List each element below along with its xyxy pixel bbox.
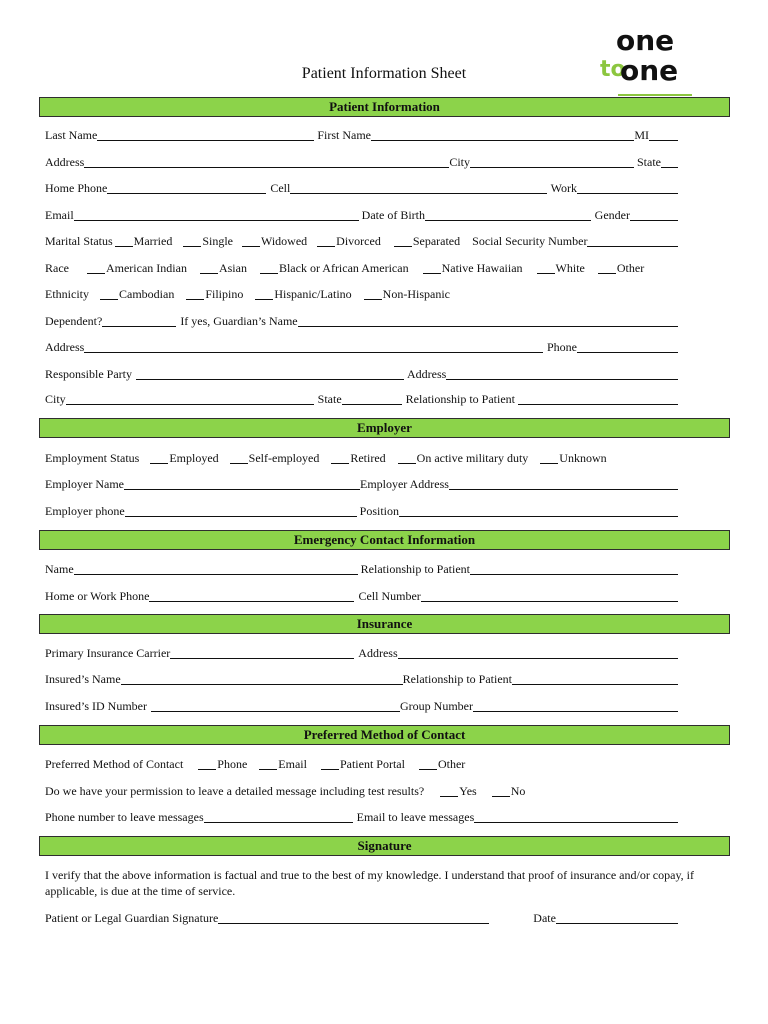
permission-option-yes[interactable] <box>440 782 476 799</box>
contact-option-phone[interactable] <box>198 755 247 772</box>
email-label: Email <box>45 208 74 222</box>
marital-separated-check[interactable] <box>394 232 412 247</box>
race-option-label: Native Hawaiian <box>441 261 523 275</box>
contact-option-label: Email <box>278 757 307 771</box>
guardian-address-field[interactable] <box>84 338 543 353</box>
marital-status-label: Marital Status <box>45 234 113 248</box>
row-emergency-phone <box>45 586 678 604</box>
guardian-phone-field[interactable] <box>577 338 678 353</box>
insurance-address-label: Address <box>358 646 398 660</box>
email-message-label: Email to leave messages <box>356 810 475 824</box>
dependent-label: Dependent? <box>45 314 103 328</box>
employer-phone-field[interactable] <box>125 502 357 517</box>
employment-unknown-check[interactable] <box>540 449 558 464</box>
emergency-cell-label: Cell Number <box>358 589 421 603</box>
race-other-check[interactable] <box>598 259 616 274</box>
emergency-name-field[interactable] <box>74 560 358 575</box>
employment-option-label: Self-employed <box>248 451 320 465</box>
city2-field[interactable] <box>66 390 314 405</box>
employment-option-label: On active military duty <box>416 451 529 465</box>
insured-relationship-label: Relationship to Patient <box>402 672 512 686</box>
emergency-relationship-field[interactable] <box>470 560 678 575</box>
ethnicity-option-label: Hispanic/Latino <box>274 287 352 301</box>
signature-field[interactable] <box>218 909 489 924</box>
race-asian-check[interactable] <box>200 259 218 274</box>
marital-option-single[interactable] <box>183 232 233 249</box>
permission-label: Do we have your permission to leave a detailed message including test results? <box>45 784 425 798</box>
dob-field[interactable] <box>425 206 591 221</box>
relationship-field[interactable] <box>518 390 678 405</box>
employer-address-field[interactable] <box>449 475 678 490</box>
responsible-party-field[interactable] <box>136 365 404 380</box>
contact-portal-check[interactable] <box>321 755 339 770</box>
contact-email-check[interactable] <box>259 755 277 770</box>
address-field[interactable] <box>84 153 449 168</box>
email-field[interactable] <box>74 206 359 221</box>
employer-address-label: Employer Address <box>359 477 449 491</box>
employer-name-field[interactable] <box>124 475 360 490</box>
state-field[interactable] <box>661 153 678 168</box>
race-option-other[interactable] <box>598 259 644 276</box>
dob-label: Date of Birth <box>361 208 425 222</box>
row-contact-method <box>45 754 678 772</box>
row-insured-name <box>45 669 678 687</box>
permission-option-no[interactable] <box>492 782 526 799</box>
employment-option-label: Retired <box>350 451 386 465</box>
row-emergency-name <box>45 559 678 577</box>
marital-option-widowed[interactable] <box>242 232 307 249</box>
employer-name-label: Employer Name <box>45 477 124 491</box>
contact-option-label: Other <box>437 757 466 771</box>
race-option-white[interactable] <box>537 259 585 276</box>
employment-option-label: Unknown <box>559 451 607 465</box>
insured-name-field[interactable] <box>121 670 403 685</box>
ethnicity-label: Ethnicity <box>45 287 89 301</box>
ethnicity-option-label: Filipino <box>205 287 244 301</box>
work-field[interactable] <box>577 179 678 194</box>
section-employer: Employer <box>39 418 730 438</box>
employment-option-unknown[interactable] <box>540 449 606 466</box>
logo-to: to <box>600 57 626 82</box>
rp-address-field[interactable] <box>446 365 678 380</box>
row-marital <box>45 231 678 249</box>
insurance-carrier-label: Primary Insurance Carrier <box>45 646 171 660</box>
contact-option-email[interactable] <box>259 755 307 772</box>
marital-widowed-check[interactable] <box>242 232 260 247</box>
race-option-american-indian[interactable] <box>87 259 187 276</box>
ssn-label: Social Security Number <box>472 234 588 248</box>
insurance-carrier-field[interactable] <box>170 644 354 659</box>
ethnicity-option-hispanic[interactable] <box>255 285 351 302</box>
guardian-name-field[interactable] <box>298 312 678 327</box>
guardian-phone-label: Phone <box>547 340 577 354</box>
race-option-native-hawaiian[interactable] <box>423 259 523 276</box>
logo-one-top: one <box>616 24 675 57</box>
ethnicity-option-filipino[interactable] <box>186 285 243 302</box>
relationship-label: Relationship to Patient <box>405 392 515 406</box>
state2-field[interactable] <box>342 390 402 405</box>
one-to-one-logo <box>598 24 698 100</box>
city2-label: City <box>45 392 66 406</box>
employment-retired-check[interactable] <box>331 449 349 464</box>
group-number-field[interactable] <box>473 697 678 712</box>
section-emergency-contact: Emergency Contact Information <box>39 530 730 550</box>
race-label: Race <box>45 261 69 275</box>
work-label: Work <box>550 181 577 195</box>
permission-yes-check[interactable] <box>440 782 458 797</box>
marital-option-married[interactable] <box>115 232 173 249</box>
mi-field[interactable] <box>649 126 678 141</box>
state2-label: State <box>317 392 342 406</box>
employment-option-self-employed[interactable] <box>230 449 320 466</box>
guardian-address-label: Address <box>45 340 85 354</box>
date-label: Date <box>533 911 556 925</box>
employment-option-label: Employed <box>169 451 219 465</box>
city-field[interactable] <box>470 153 634 168</box>
row-insured-id <box>45 696 678 714</box>
row-responsible-party <box>45 364 678 382</box>
logo-one-bottom: one <box>620 54 679 87</box>
address-label: Address <box>45 155 85 169</box>
ssn-field[interactable] <box>587 232 678 247</box>
contact-option-portal[interactable] <box>321 755 405 772</box>
phone-message-field[interactable] <box>204 808 353 823</box>
race-option-label: Other <box>616 261 645 275</box>
marital-option-divorced[interactable] <box>317 232 381 249</box>
employment-option-military[interactable] <box>398 449 529 466</box>
contact-option-label: Phone <box>217 757 248 771</box>
employment-employed-check[interactable] <box>150 449 168 464</box>
position-label: Position <box>359 504 400 518</box>
ethnicity-option-non-hispanic[interactable] <box>364 285 450 302</box>
first-name-label: First Name <box>317 128 371 142</box>
marital-divorced-check[interactable] <box>317 232 335 247</box>
gender-label: Gender <box>594 208 630 222</box>
race-option-label: Asian <box>218 261 247 275</box>
contact-option-other[interactable] <box>419 755 465 772</box>
insured-id-field[interactable] <box>151 697 400 712</box>
row-address <box>45 152 678 170</box>
marital-option-label: Married <box>133 234 173 248</box>
row-race <box>45 258 678 276</box>
emergency-phone-label: Home or Work Phone <box>45 589 150 603</box>
race-option-label: White <box>555 261 585 275</box>
permission-yes-label: Yes <box>459 784 477 798</box>
marital-option-label: Divorced <box>336 234 381 248</box>
row-permission <box>45 781 678 799</box>
rp-address-label: Address <box>407 367 447 381</box>
row-guardian-address <box>45 337 678 355</box>
insured-id-label: Insured’s ID Number <box>45 699 147 713</box>
race-black-check[interactable] <box>260 259 278 274</box>
logo-underline <box>618 94 692 96</box>
marital-option-label: Separated <box>412 234 461 248</box>
race-option-label: American Indian <box>105 261 187 275</box>
emergency-phone-field[interactable] <box>149 587 354 602</box>
marital-single-check[interactable] <box>183 232 201 247</box>
page-title: Patient Information Sheet <box>301 65 467 82</box>
ethnicity-filipino-check[interactable] <box>186 285 204 300</box>
race-native-hawaiian-check[interactable] <box>423 259 441 274</box>
row-phones <box>45 178 678 196</box>
race-option-black[interactable] <box>260 259 409 276</box>
row-email <box>45 205 678 223</box>
contact-option-label: Patient Portal <box>339 757 405 771</box>
employment-option-employed[interactable] <box>150 449 218 466</box>
marital-option-label: Single <box>202 234 233 248</box>
verification-statement: I verify that the above information is factual and true to the best of my knowledge. I understand that proof of insurance and/or copay, if applicable, is due at the time of service. <box>45 868 695 898</box>
row-insurance-carrier <box>45 643 678 661</box>
ethnicity-option-label: Non-Hispanic <box>382 287 450 301</box>
race-white-check[interactable] <box>537 259 555 274</box>
emergency-name-label: Name <box>45 562 74 576</box>
contact-phone-check[interactable] <box>198 755 216 770</box>
section-patient-information: Patient Information <box>39 97 730 117</box>
section-signature: Signature <box>39 836 730 856</box>
employer-phone-label: Employer phone <box>45 504 125 518</box>
group-number-label: Group Number <box>399 699 473 713</box>
row-city-state <box>45 389 678 407</box>
permission-no-check[interactable] <box>492 782 510 797</box>
row-dependent <box>45 311 678 329</box>
responsible-party-label: Responsible Party <box>45 367 132 381</box>
insured-relationship-field[interactable] <box>512 670 678 685</box>
employment-self-employed-check[interactable] <box>230 449 248 464</box>
race-option-label: Black or African American <box>278 261 409 275</box>
home-phone-field[interactable] <box>107 179 266 194</box>
employment-option-retired[interactable] <box>331 449 385 466</box>
first-name-field[interactable] <box>371 126 634 141</box>
position-field[interactable] <box>399 502 678 517</box>
insured-name-label: Insured’s Name <box>45 672 121 686</box>
section-preferred-contact: Preferred Method of Contact <box>39 725 730 745</box>
signature-label: Patient or Legal Guardian Signature <box>45 911 219 925</box>
row-employment-status <box>45 448 678 466</box>
row-signature <box>45 908 678 926</box>
race-option-asian[interactable] <box>200 259 247 276</box>
ethnicity-hispanic-check[interactable] <box>255 285 273 300</box>
mi-label: MI <box>634 128 649 142</box>
gender-field[interactable] <box>630 206 678 221</box>
cell-label: Cell <box>270 181 291 195</box>
marital-married-check[interactable] <box>115 232 133 247</box>
cell-field[interactable] <box>290 179 546 194</box>
section-insurance: Insurance <box>39 614 730 634</box>
insurance-address-field[interactable] <box>398 644 678 659</box>
row-ethnicity <box>45 284 678 302</box>
race-american-indian-check[interactable] <box>87 259 105 274</box>
phone-message-label: Phone number to leave messages <box>45 810 204 824</box>
last-name-label: Last Name <box>45 128 98 142</box>
guardian-name-label: If yes, Guardian’s Name <box>180 314 298 328</box>
state-label: State <box>637 155 661 169</box>
emergency-cell-field[interactable] <box>421 587 678 602</box>
email-message-field[interactable] <box>474 808 678 823</box>
ethnicity-cambodian-check[interactable] <box>100 285 118 300</box>
contact-other-check[interactable] <box>419 755 437 770</box>
ethnicity-option-cambodian[interactable] <box>100 285 174 302</box>
row-employer-phone <box>45 501 678 519</box>
row-name <box>45 125 678 143</box>
employment-status-label: Employment Status <box>45 451 140 465</box>
contact-method-label: Preferred Method of Contact <box>45 757 184 771</box>
ethnicity-option-label: Cambodian <box>119 287 175 301</box>
dependent-field[interactable] <box>102 312 176 327</box>
permission-no-label: No <box>510 784 526 798</box>
ethnicity-non-hispanic-check[interactable] <box>364 285 382 300</box>
city-label: City <box>449 155 470 169</box>
date-field[interactable] <box>556 909 678 924</box>
marital-option-label: Widowed <box>261 234 308 248</box>
employment-military-check[interactable] <box>398 449 416 464</box>
home-phone-label: Home Phone <box>45 181 108 195</box>
marital-option-separated[interactable] <box>394 232 460 249</box>
last-name-field[interactable] <box>97 126 314 141</box>
row-employer-name <box>45 474 678 492</box>
emergency-relationship-label: Relationship to Patient <box>360 562 470 576</box>
row-message-contacts <box>45 807 678 825</box>
